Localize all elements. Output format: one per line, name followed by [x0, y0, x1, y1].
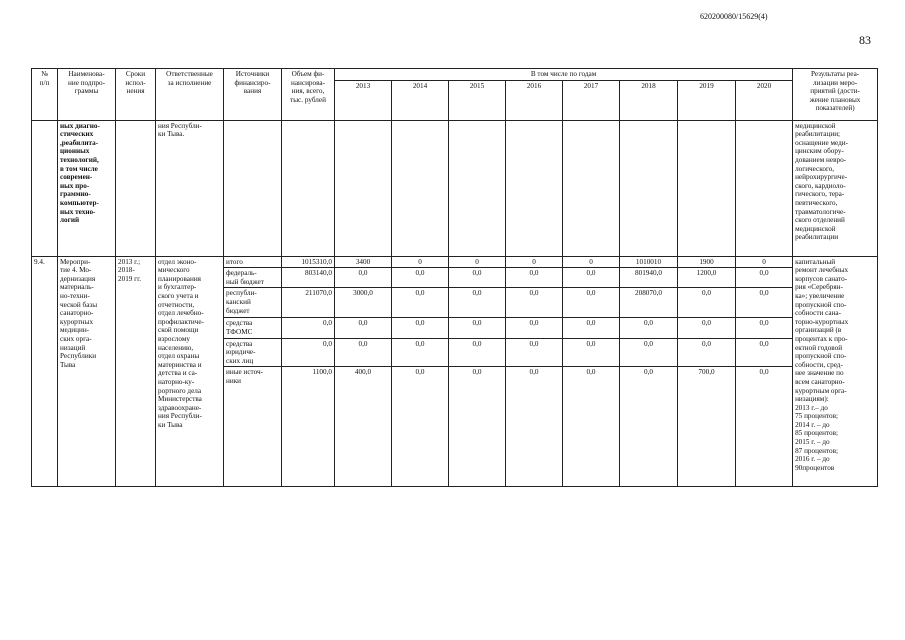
funding-year-2017: 0,0 [563, 338, 620, 367]
funding-year-2016: 0,0 [506, 338, 563, 367]
funding-source: итого [224, 256, 282, 268]
header-year-2018: 2018 [620, 80, 678, 120]
header-year-2016: 2016 [506, 80, 563, 120]
funding-year-2019: 1900 [678, 256, 736, 268]
funding-year-2016: 0,0 [506, 288, 563, 318]
header-year-2017: 2017 [563, 80, 620, 120]
funding-year-2016: 0,0 [506, 367, 563, 487]
funding-year-2016: 0,0 [506, 268, 563, 288]
funding-source: иные источ- ники [224, 367, 282, 487]
header-year-2013: 2013 [335, 80, 392, 120]
funding-year-2014: 0,0 [392, 367, 449, 487]
header-years-group: В том числе по годам [335, 69, 793, 81]
header-num: № п/п [32, 69, 58, 121]
funding-year-2020: 0,0 [736, 338, 793, 367]
funding-year-2014: 0,0 [392, 288, 449, 318]
document-id: 620200080/15629(4) [700, 12, 768, 21]
funding-year-2018: 0,0 [620, 367, 678, 487]
funding-total: 803140,0 [282, 268, 335, 288]
funding-year-2018: 1010010 [620, 256, 678, 268]
item-terms: 2013 г.; 2018- 2019 гг. [116, 256, 156, 487]
funding-year-2015: 0,0 [449, 367, 506, 487]
header-year-2014: 2014 [392, 80, 449, 120]
funding-year-2019: 0,0 [678, 318, 736, 338]
table-row-continuation [32, 120, 878, 256]
program-table [31, 68, 878, 487]
header-year-2020: 2020 [736, 80, 793, 120]
item-name: Меропри- тие 4. Мо- дернизация материаль- но-техни- ческой базы санаторно- курортных медицин- ских орга- низаций Республики Тыва [58, 256, 116, 487]
funding-total: 211070,0 [282, 288, 335, 318]
funding-year-2020: 0,0 [736, 268, 793, 288]
funding-year-2017: 0,0 [563, 367, 620, 487]
funding-total: 1100,0 [282, 367, 335, 487]
funding-total: 1015310,0 [282, 256, 335, 268]
funding-year-2019: 1200,0 [678, 268, 736, 288]
funding-year-2018: 0,0 [620, 318, 678, 338]
funding-year-2014: 0,0 [392, 338, 449, 367]
funding-source: федераль- ный бюджет [224, 268, 282, 288]
funding-year-2013: 3000,0 [335, 288, 392, 318]
funding-year-2020: 0,0 [736, 288, 793, 318]
funding-year-2013: 0,0 [335, 338, 392, 367]
funding-total: 0,0 [282, 338, 335, 367]
funding-source: средства ТФОМС [224, 318, 282, 338]
item-responsible: отдел эконо- мического планирования и бухгалтер- ского учета и отчетности, отдел лечебно- профилактиче- ской помощи взрослому населению, отдел охраны материнства и детства и са- наторно-ку- рортного дела Министерства здравоохране- ния Республи- ки Тыва [156, 256, 224, 487]
funding-year-2018: 801940,0 [620, 268, 678, 288]
item-num: 9.4. [32, 256, 58, 487]
page-number: 83 [859, 33, 871, 47]
funding-year-2015: 0,0 [449, 318, 506, 338]
funding-year-2015: 0,0 [449, 288, 506, 318]
funding-year-2017: 0 [563, 256, 620, 268]
funding-year-2013: 0,0 [335, 318, 392, 338]
funding-year-2014: 0,0 [392, 318, 449, 338]
funding-year-2020: 0 [736, 256, 793, 268]
funding-year-2016: 0,0 [506, 318, 563, 338]
header-source: Источники финансиро- вания [224, 69, 282, 121]
funding-year-2013: 400,0 [335, 367, 392, 487]
header-results: Результаты реа- лизации меро- приятий (дости- жение плановых показателей) [793, 69, 878, 121]
header-volume: Объем фи- нансирова- ния, всего, тыс. рублей [282, 69, 335, 121]
funding-year-2018: 208070,0 [620, 288, 678, 318]
cont-name: ных диагно- стических ,реабилита- ционных технологий, в том числе современ- ных про- граммно- компьютер- ных техно- логий [58, 120, 116, 256]
cont-responsible: ния Республи- ки Тыва. [156, 120, 224, 256]
funding-year-2013: 0,0 [335, 268, 392, 288]
funding-year-2020: 0,0 [736, 367, 793, 487]
cont-results: медицинской реабилитации; оснащение меди- цинским обору- дованием невро- логического, нейрохирургиче- ского, кардиоло- гического, тера- певтического, травматологиче- ского отделений медицинской реабилитации [793, 120, 878, 256]
funding-source: средства юридиче- ских лиц [224, 338, 282, 367]
header-year-2019: 2019 [678, 80, 736, 120]
funding-year-2015: 0 [449, 256, 506, 268]
header-name: Наименова- ние подпро- граммы [58, 69, 116, 121]
funding-source: республи- канский бюджет [224, 288, 282, 318]
funding-year-2013: 3400 [335, 256, 392, 268]
funding-year-2017: 0,0 [563, 288, 620, 318]
funding-total: 0,0 [282, 318, 335, 338]
header-responsible: Ответственные за исполнение [156, 69, 224, 121]
funding-year-2019: 0,0 [678, 338, 736, 367]
funding-year-2014: 0,0 [392, 268, 449, 288]
funding-year-2014: 0 [392, 256, 449, 268]
funding-year-2015: 0,0 [449, 338, 506, 367]
funding-year-2017: 0,0 [563, 318, 620, 338]
item-results: капитальный ремонт лечебных корпусов санато- рия «Серебрян- ка»; увеличение пропускной спо- собности сана- торно-курортных организаций (в процентах к про- ектной годовой пропускной спо- собности, сред- нее значение по всем санаторно- курортным орга- низациям): 2013 г.– до 75 процентов; 2014 г. – до 85 процентов; 2015 г. – до 87 процентов; 2016 г. – до 90процентов [793, 256, 878, 487]
header-year-2015: 2015 [449, 80, 506, 120]
funding-year-2019: 0,0 [678, 288, 736, 318]
funding-year-2017: 0,0 [563, 268, 620, 288]
funding-year-2016: 0 [506, 256, 563, 268]
header-terms: Сроки испол- нения [116, 69, 156, 121]
funding-year-2020: 0,0 [736, 318, 793, 338]
funding-year-2015: 0,0 [449, 268, 506, 288]
funding-year-2018: 0,0 [620, 338, 678, 367]
table-row [32, 256, 878, 268]
funding-year-2019: 700,0 [678, 367, 736, 487]
